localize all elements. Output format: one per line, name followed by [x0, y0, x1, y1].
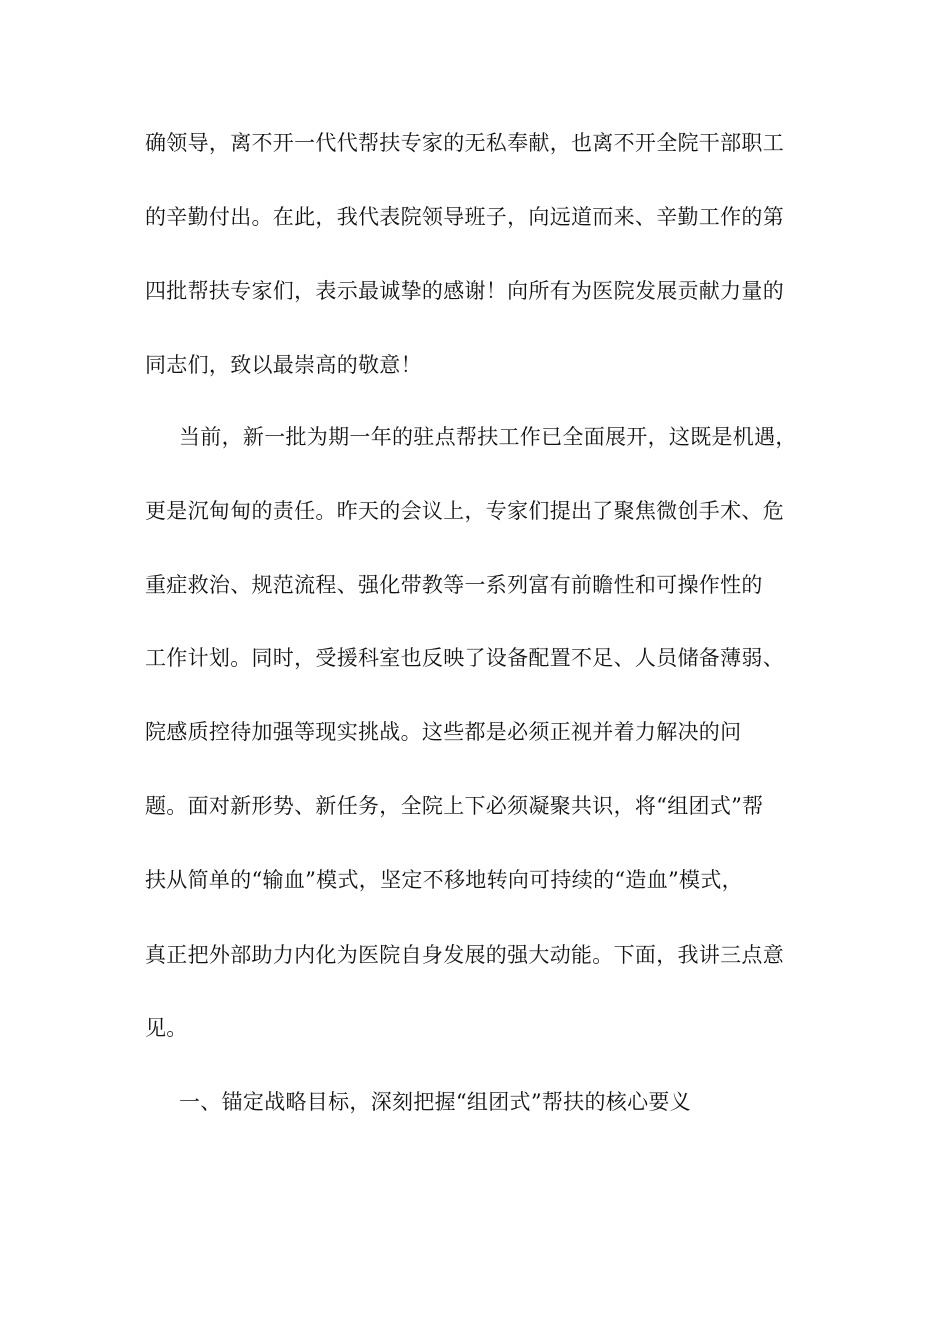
paragraph-1-line-2: 的辛勤付出。在此，我代表院领导班子，向远道而来、辛勤工作的第: [145, 205, 784, 229]
paragraph-1-line-4: 同志们，致以最崇高的敬意！: [145, 353, 422, 377]
paragraph-2-line-9: 见。: [145, 1016, 188, 1040]
paragraph-2-line-8: 真正把外部助力内化为医院自身发展的强大动能。下面，我讲三点意: [145, 943, 784, 967]
paragraph-2-line-7: 扶从简单的“输血”模式，坚定不移地转向可持续的“造血”模式，: [145, 868, 743, 892]
paragraph-2-line-4: 工作计划。同时，受援科室也反映了设备配置不足、人员储备薄弱、: [145, 646, 784, 670]
paragraph-2-line-1: 当前，新一批为期一年的驻点帮扶工作已全面展开，这既是机遇，: [179, 425, 797, 449]
paragraph-2-line-2: 更是沉甸甸的责任。昨天的会议上，专家们提出了聚焦微创手术、危: [145, 499, 784, 523]
paragraph-1-line-3: 四批帮扶专家们，表示最诚挚的感谢！向所有为医院发展贡献力量的: [145, 279, 784, 303]
paragraph-1-line-1: 确领导，离不开一代代帮扶专家的无私奉献，也离不开全院干部职工: [145, 131, 784, 155]
section-heading-1: 一、锚定战略目标，深刻把握“组团式”帮扶的核心要义: [179, 1090, 691, 1114]
paragraph-2-line-5: 院感质控待加强等现实挑战。这些都是必须正视并着力解决的问: [145, 720, 742, 744]
paragraph-2-line-6: 题。面对新形势、新任务，全院上下必须凝聚共识，将“组团式”帮: [145, 794, 764, 818]
paragraph-2-line-3: 重症救治、规范流程、强化带教等一系列富有前瞻性和可操作性的: [145, 573, 763, 597]
